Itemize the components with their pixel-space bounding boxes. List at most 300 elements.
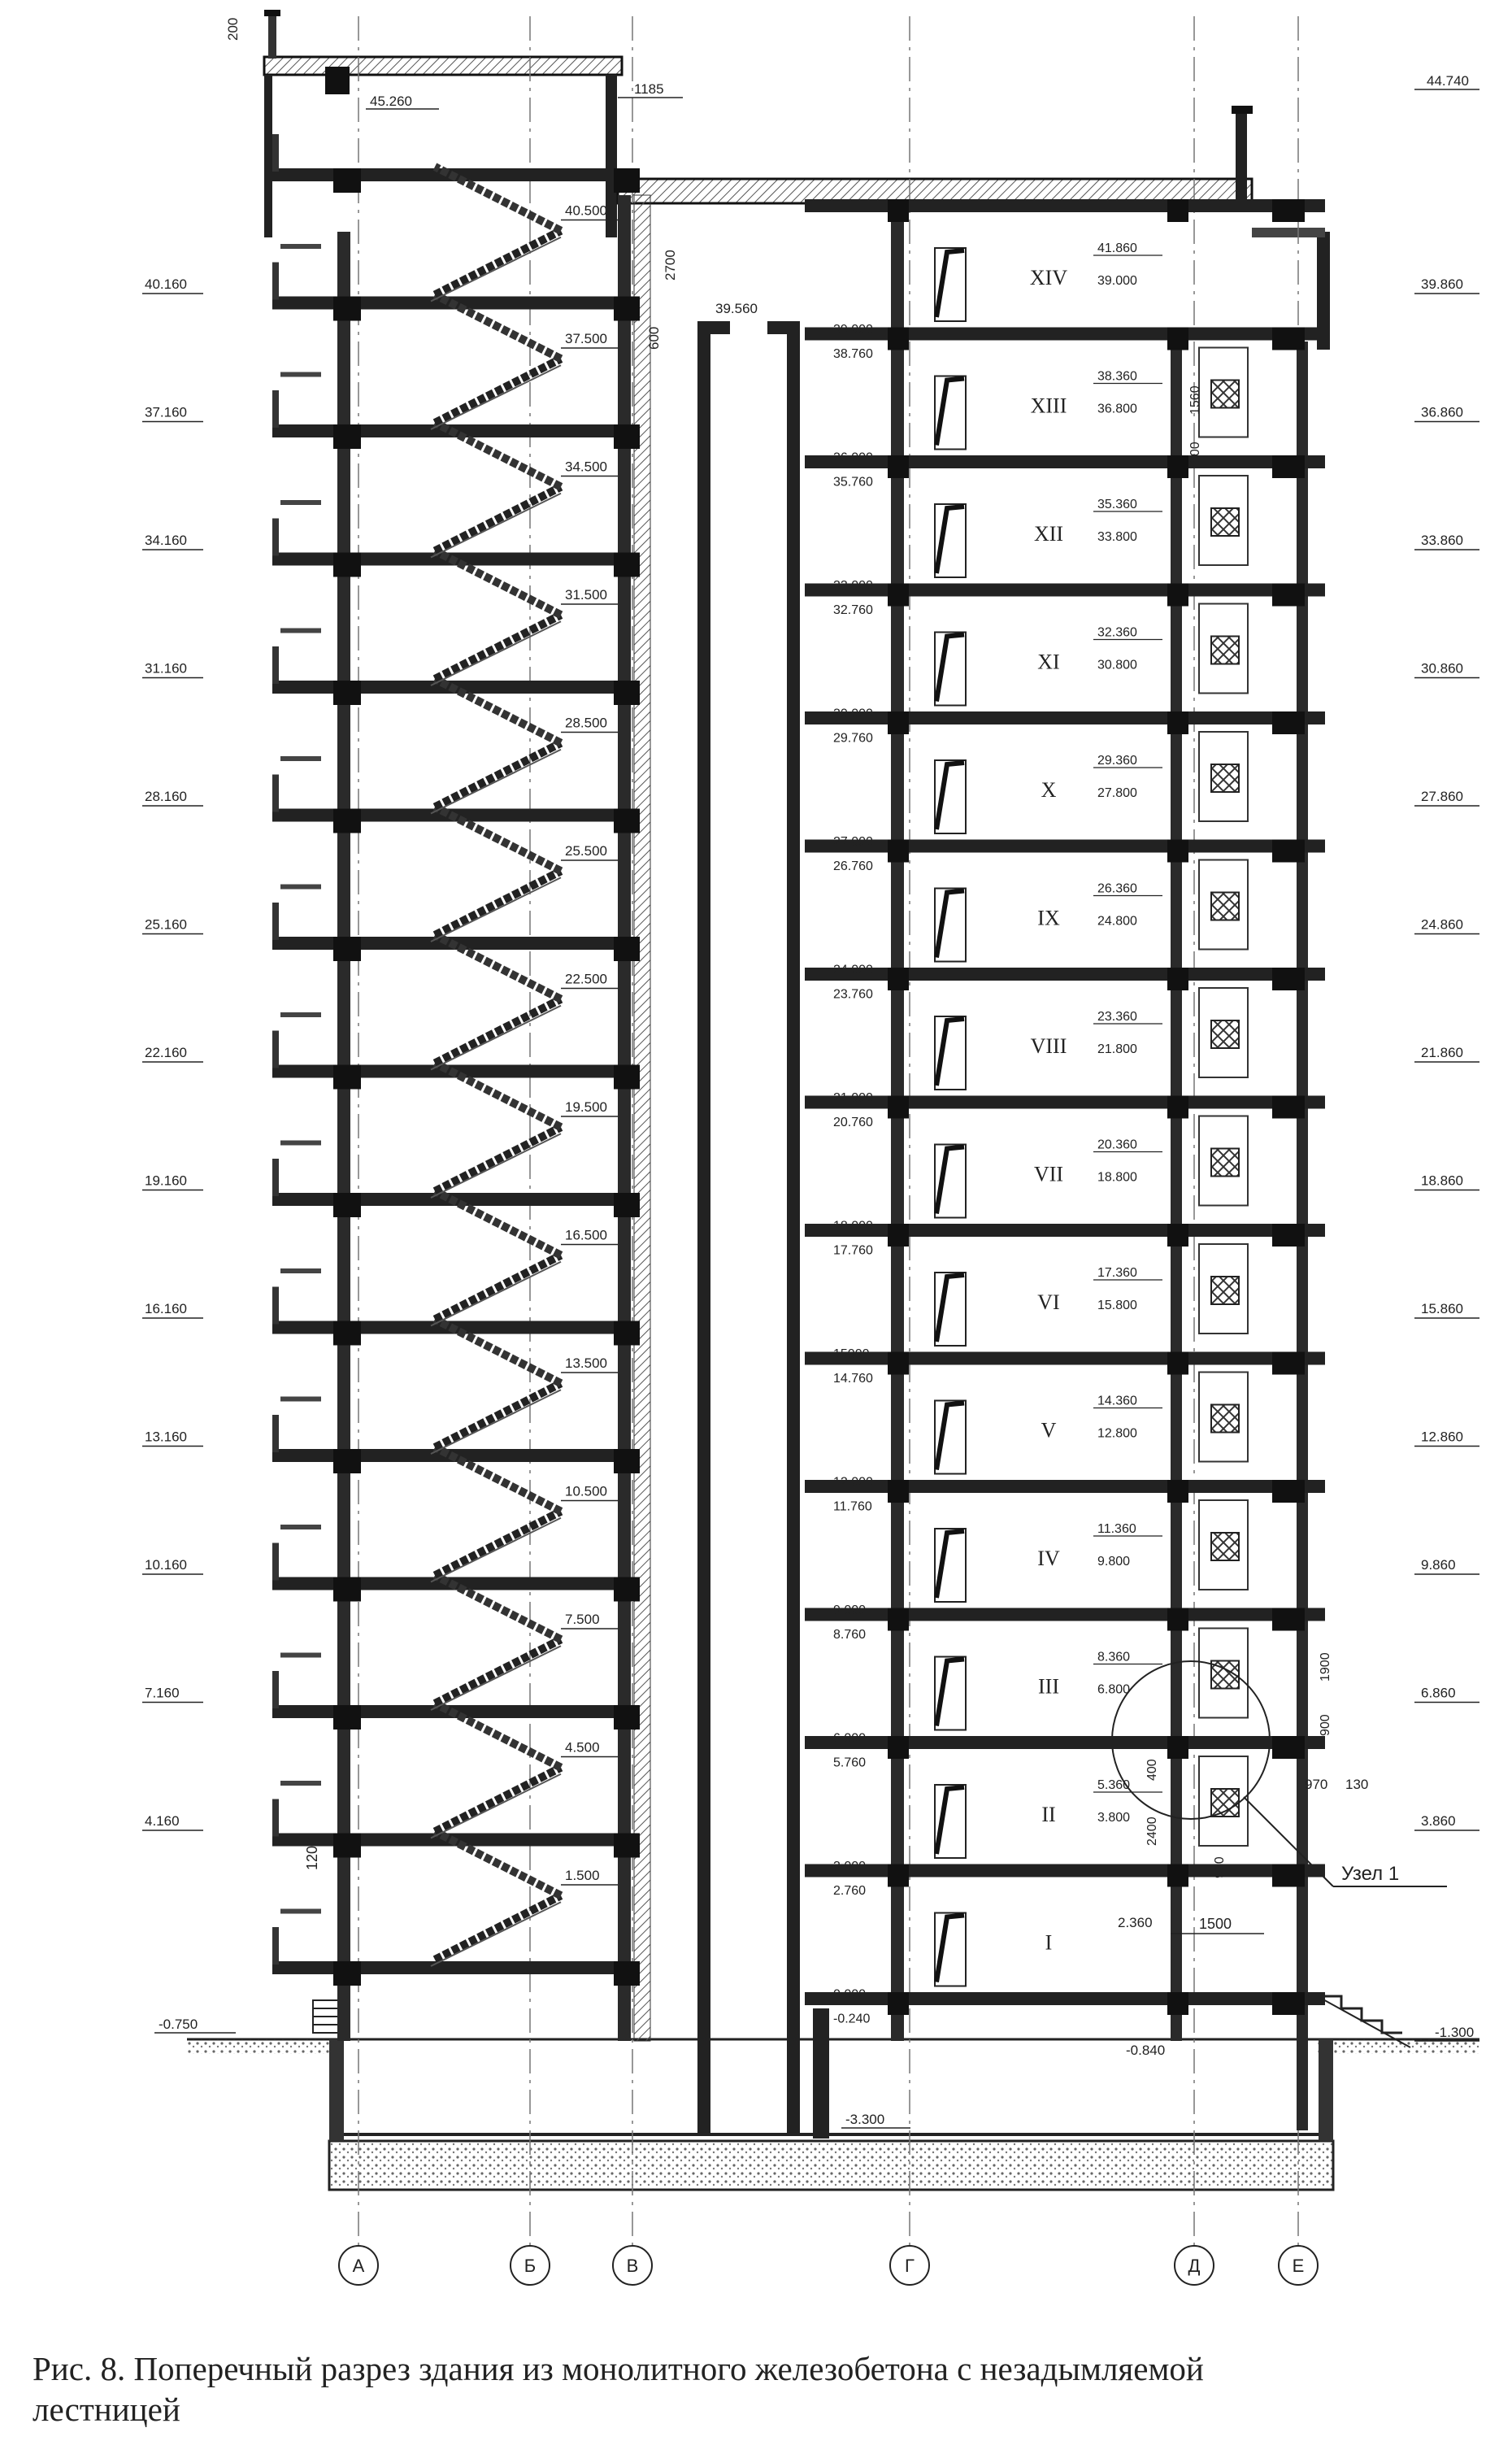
stair-level-label: 13.500 — [565, 1355, 607, 1371]
stair-rail — [431, 1006, 561, 1070]
floor-level-bottom: 38.760 — [833, 347, 873, 361]
stair-level-label: 28.500 — [565, 715, 607, 731]
pit-level: -0.840 — [1126, 2043, 1166, 2058]
floor-slab — [805, 968, 1325, 981]
beam-g — [888, 455, 909, 478]
floor-slab — [805, 1096, 1325, 1109]
stair-flight-up — [435, 1383, 561, 1447]
entry-level: 2.360 — [1118, 1915, 1153, 1930]
dim-970: 970 — [1305, 1777, 1328, 1792]
svg-text:Д: Д — [1188, 2256, 1201, 2276]
floor-slab — [805, 584, 1325, 597]
beam-a — [333, 1449, 361, 1473]
window-level-bottom: 12.800 — [1097, 1426, 1137, 1441]
floor-numeral: I — [1045, 1930, 1053, 1955]
beam-d — [1167, 1224, 1188, 1247]
door-leaf — [936, 250, 964, 317]
svg-text:А: А — [352, 2256, 365, 2276]
window-sill-block — [1211, 1020, 1239, 1048]
window-sill-block — [1211, 1533, 1239, 1560]
stair-rail — [431, 1262, 561, 1326]
floor-level-top: 18.000 — [833, 1219, 873, 1234]
stair-flight-up — [435, 359, 561, 423]
floor-numeral: III — [1038, 1674, 1059, 1699]
floor-level-top: 3.000 — [833, 1860, 867, 1873]
window-level-bottom: 15.800 — [1097, 1299, 1137, 1312]
node-1-label: Узел 1 — [1341, 1863, 1400, 1885]
right-level-label: 12.860 — [1421, 1429, 1463, 1445]
beam-e — [1272, 1352, 1305, 1375]
window-level-top: 17.360 — [1097, 1266, 1137, 1280]
right-level-label: 24.860 — [1421, 916, 1463, 933]
beam-d — [1167, 1352, 1188, 1375]
floor-level-bottom: 29.760 — [833, 731, 873, 746]
floor-level-top: 15000 — [833, 1347, 870, 1361]
left-level-label: 22.160 — [145, 1045, 187, 1060]
beam-v — [614, 553, 640, 577]
window-level-bottom: 24.800 — [1097, 914, 1137, 929]
balcony-rail — [280, 1397, 321, 1402]
balcony-rail — [280, 629, 321, 633]
parapet-dimension: 200 — [225, 17, 241, 41]
window-level-top: 8.360 — [1097, 1650, 1131, 1664]
balcony-upstand — [272, 1671, 279, 1708]
left-level-label: 16.160 — [145, 1301, 187, 1316]
door-leaf — [936, 1916, 964, 1982]
right-level-label: 36.860 — [1421, 404, 1463, 420]
dim-1200: 1200 — [304, 1837, 320, 1870]
window-sill-block — [1211, 508, 1239, 536]
floor-slab — [805, 711, 1325, 724]
stair-flight-up — [435, 231, 561, 295]
beam-e — [1272, 1992, 1305, 2015]
floor-numeral: XII — [1033, 522, 1064, 546]
offset-dimension: 1185 — [634, 81, 664, 97]
balcony-upstand — [272, 519, 279, 556]
floor-slab — [805, 1608, 1325, 1621]
dim-130: 130 — [1345, 1777, 1369, 1792]
beam-a — [333, 168, 361, 193]
balcony-upstand — [272, 1159, 279, 1196]
shaft-top-level: 39.560 — [715, 301, 758, 316]
floor-slab — [805, 328, 1325, 341]
floor-level-bottom: 35.760 — [833, 475, 873, 489]
right-level-label: 3.860 — [1421, 1813, 1456, 1829]
beam-d — [1167, 968, 1188, 990]
beam-a — [333, 1577, 361, 1602]
window-level-top: 35.360 — [1097, 498, 1137, 511]
beam-d — [1167, 1096, 1188, 1119]
balcony-rail — [280, 1781, 321, 1786]
stair-level-label: 31.500 — [565, 587, 607, 603]
axis-marker-d — [1175, 2246, 1214, 2285]
floor-level-bottom: 5.760 — [833, 1756, 867, 1770]
floor-level-bottom: 11.760 — [833, 1499, 872, 1514]
window-level-top: 14.360 — [1097, 1394, 1137, 1408]
beam-a — [333, 937, 361, 961]
left-level-label: 7.160 — [145, 1685, 180, 1701]
structure-dynamic — [142, 16, 1479, 2246]
beam-g — [888, 1096, 909, 1119]
stair-rail — [431, 1390, 561, 1454]
stair-flight-up — [435, 487, 561, 551]
stair-flight-up — [435, 1895, 561, 1960]
beam-g — [888, 1992, 909, 2015]
window-level-bottom: 9.800 — [1097, 1555, 1131, 1569]
right-level-label: 39.860 — [1421, 276, 1463, 292]
beam-e — [1272, 1864, 1305, 1887]
stair-wall-v-insulation — [634, 195, 650, 2041]
window-level-top: 5.360 — [1097, 1778, 1131, 1792]
dim-1500: 1500 — [1199, 1916, 1232, 1932]
floor-level-top: 33.000 — [833, 579, 873, 593]
beam-d — [1167, 1736, 1188, 1759]
stair-rail — [431, 750, 561, 814]
window-level-bottom: 36.800 — [1097, 402, 1137, 416]
right-level-label: 15.860 — [1421, 1301, 1463, 1316]
beam-e — [1272, 1736, 1305, 1759]
roof-right-level: 44.740 — [1427, 73, 1469, 89]
balcony-rail — [280, 244, 321, 249]
beam-e — [1272, 328, 1305, 350]
floor-slab — [805, 455, 1325, 468]
stair-level-label: 7.500 — [565, 1612, 600, 1627]
beam-v — [614, 1577, 640, 1602]
stair-level-label: 1.500 — [565, 1868, 600, 1883]
stair-level-label: 37.500 — [565, 331, 607, 346]
svg-text:В: В — [626, 2256, 639, 2276]
floor-level-top: 9.000 — [833, 1603, 867, 1617]
beam-d — [1167, 1992, 1188, 2015]
figure-caption — [33, 2348, 1488, 2430]
balcony-upstand — [272, 134, 279, 172]
beam-e — [1272, 711, 1305, 734]
left-level-label: 37.160 — [145, 404, 187, 420]
floor-slab — [805, 199, 1325, 212]
beam-v — [614, 681, 640, 705]
stair-level-label: 4.500 — [565, 1739, 600, 1756]
right-level-label: 9.860 — [1421, 1557, 1456, 1573]
window-level-bottom: 30.800 — [1097, 658, 1137, 672]
beam-d — [1167, 1608, 1188, 1631]
beam-a — [333, 1193, 361, 1217]
stair-rail — [431, 494, 561, 558]
balcony-upstand — [272, 646, 279, 684]
stair-level-label: 34.500 — [565, 459, 607, 475]
stair-flight-up — [435, 743, 561, 807]
balcony-rail — [280, 1012, 321, 1017]
balcony-upstand — [272, 1287, 279, 1325]
window-level-bottom: 39.000 — [1097, 274, 1137, 288]
window-level-top: 26.360 — [1097, 881, 1137, 896]
floor-slab — [805, 1352, 1325, 1365]
floor-level-top: 30.000 — [833, 707, 873, 721]
beam-g — [888, 199, 909, 222]
window-sill-block — [1211, 1277, 1239, 1304]
stair-flight-up — [435, 1255, 561, 1320]
window-sill-block — [1211, 637, 1239, 664]
stair-flight-up — [435, 1768, 561, 1832]
basement-level: -3.300 — [845, 2112, 885, 2127]
left-level-label: 10.160 — [145, 1557, 187, 1573]
floor-numeral: XIII — [1030, 394, 1067, 418]
floor-level-top: 24.000 — [833, 963, 873, 977]
beam-a — [333, 809, 361, 833]
floor-level-bottom: 32.760 — [833, 603, 873, 617]
stair-rail — [431, 1646, 561, 1710]
wall-g — [891, 203, 904, 2041]
beam-g — [888, 1224, 909, 1247]
beam-d — [1167, 584, 1188, 607]
floor-numeral: IV — [1037, 1547, 1060, 1570]
beam-v — [614, 809, 640, 833]
floor-level-bottom: 23.760 — [833, 987, 873, 1002]
h2700-dimension: 2700 — [663, 250, 678, 281]
floor-level-top: 12.000 — [833, 1475, 873, 1490]
right-level-label: 18.860 — [1421, 1173, 1463, 1189]
window-level-top: 23.360 — [1097, 1010, 1137, 1024]
stair-rail — [431, 1133, 561, 1198]
beam-g — [888, 584, 909, 607]
left-level-label: 31.160 — [145, 660, 187, 677]
floor-numeral: VI — [1037, 1290, 1060, 1314]
beam-e — [1272, 1480, 1305, 1503]
window-level-bottom: 3.800 — [1097, 1811, 1131, 1825]
floor-numeral: IX — [1037, 906, 1060, 930]
window-sill-block — [1211, 1149, 1239, 1177]
beam-v — [614, 1065, 640, 1090]
balcony-upstand — [272, 1031, 279, 1068]
machine-room-level: 45.260 — [370, 94, 412, 109]
h600-dimension: 600 — [646, 326, 662, 350]
beam-d — [1167, 1864, 1188, 1887]
door-leaf — [936, 1275, 964, 1342]
door-leaf — [936, 1403, 964, 1470]
stair-rail — [431, 1902, 561, 1966]
stair-flight-up — [435, 1639, 561, 1703]
beam-g — [888, 968, 909, 990]
floor-level-top: 36.000 — [833, 450, 873, 465]
door-leaf — [936, 635, 964, 702]
beam-a — [333, 424, 361, 449]
right-level-label: 21.860 — [1421, 1045, 1463, 1060]
beam-d — [1167, 328, 1188, 350]
beam-a — [333, 1834, 361, 1858]
door-leaf — [936, 1531, 964, 1598]
floor-level-top: 39.000 — [833, 323, 873, 337]
beam-g — [888, 328, 909, 350]
floor-level-top: 6.000 — [833, 1731, 867, 1746]
stair-rail — [431, 365, 561, 429]
svg-text:Е: Е — [1292, 2256, 1305, 2276]
dim-400: 400 — [1145, 1759, 1159, 1781]
beam-e — [1272, 840, 1305, 863]
floor-level-bottom: 26.760 — [833, 859, 873, 873]
floor-slab — [805, 1480, 1325, 1493]
beam-d — [1167, 1480, 1188, 1503]
svg-text:Б: Б — [524, 2256, 537, 2276]
window-sill-block — [1211, 381, 1239, 408]
balcony-upstand — [272, 1543, 279, 1581]
stair-rail — [431, 1774, 561, 1838]
balcony-rail — [280, 1525, 321, 1529]
beam-a — [333, 1065, 361, 1090]
window-level-top: 11.360 — [1097, 1522, 1136, 1536]
floor-slab — [805, 1736, 1325, 1749]
window-level-bottom: 27.800 — [1097, 786, 1137, 800]
beam-e — [1272, 1608, 1305, 1631]
floor-slab — [805, 1992, 1325, 2005]
beam-g — [888, 840, 909, 863]
beam-e — [1272, 199, 1305, 222]
balcony-rail — [280, 500, 321, 505]
left-level-label: 28.160 — [145, 789, 187, 804]
axis-marker-g — [890, 2246, 929, 2285]
axis-marker-b — [511, 2246, 550, 2285]
beam-v — [614, 1834, 640, 1858]
stair-level-label: 22.500 — [565, 971, 607, 987]
beam-e — [1272, 584, 1305, 607]
axis-markers — [339, 2246, 1318, 2285]
beam-e — [1272, 1096, 1305, 1119]
beam-g — [888, 1736, 909, 1759]
left-level-label: 40.160 — [145, 276, 187, 292]
floor-numeral: XI — [1037, 650, 1060, 674]
beam-a — [333, 681, 361, 705]
right-level-label: 6.860 — [1421, 1685, 1456, 1701]
balcony-rail — [280, 1141, 321, 1146]
floor-level-bottom: 14.760 — [833, 1372, 873, 1386]
window-sill-block — [1211, 1789, 1239, 1817]
dim-1900: 1900 — [1319, 1652, 1332, 1682]
beam-a — [333, 1961, 361, 1986]
dim-1560: 1560 — [1188, 385, 1202, 415]
window-level-top: 38.360 — [1097, 369, 1137, 384]
caption-line-1: Рис. 8. Поперечный разрез здания из монолитного железобетона с незадымляемой — [33, 2350, 1204, 2387]
beam-a — [333, 1321, 361, 1346]
beam-d — [1167, 455, 1188, 478]
floor-numeral: XIV — [1029, 266, 1068, 289]
floor-level-bottom: 2.760 — [833, 1884, 867, 1898]
left-level-label: 34.160 — [145, 533, 187, 548]
left-level-label: 4.160 — [145, 1813, 180, 1829]
door-leaf — [936, 1019, 964, 1086]
beam-v — [614, 1705, 640, 1730]
stair-flight-up — [435, 1127, 561, 1191]
stair-rail — [431, 237, 561, 302]
door-leaf — [936, 1147, 964, 1214]
beam-v — [614, 1193, 640, 1217]
right-level-label: 30.860 — [1421, 660, 1463, 677]
beam-e — [1272, 1224, 1305, 1247]
floor-numeral: X — [1041, 778, 1057, 802]
door-leaf — [936, 891, 964, 958]
beam-g — [888, 1608, 909, 1631]
stair-rail — [431, 877, 561, 942]
stair-level-label: 16.500 — [565, 1227, 607, 1243]
balcony-upstand — [272, 390, 279, 428]
beam-d — [1167, 199, 1188, 222]
beam-v — [614, 937, 640, 961]
ground-right-level: -1.300 — [1435, 2025, 1475, 2040]
beam-v — [614, 1321, 640, 1346]
beam-v — [614, 1449, 640, 1473]
right-level-label: 33.860 — [1421, 533, 1463, 548]
window-level-bottom: 21.800 — [1097, 1042, 1137, 1056]
door-leaf — [936, 763, 964, 829]
window-sill-block — [1211, 1405, 1239, 1433]
window-level-bottom: 33.800 — [1097, 530, 1137, 544]
balcony-rail — [280, 372, 321, 377]
axis-marker-v — [613, 2246, 652, 2285]
door-leaf — [936, 379, 964, 446]
balcony-upstand — [272, 775, 279, 812]
window-level-top: 41.860 — [1097, 241, 1137, 255]
window-level-bottom: 6.800 — [1097, 1682, 1131, 1697]
window-level-bottom: 18.800 — [1097, 1170, 1137, 1185]
axis-marker-e — [1279, 2246, 1318, 2285]
balcony-upstand — [272, 263, 279, 300]
balcony-upstand — [272, 1799, 279, 1837]
beam-g — [888, 711, 909, 734]
beam-v — [614, 424, 640, 449]
floor-level-bottom: 17.760 — [833, 1243, 873, 1258]
beam-a — [333, 1705, 361, 1730]
caption-line-2: лестницей — [33, 2391, 180, 2428]
stair-flight-up — [435, 999, 561, 1064]
beam-e — [1272, 968, 1305, 990]
door-leaf — [936, 1660, 964, 1726]
floor-numeral: VII — [1033, 1162, 1064, 1186]
window-level-top: 29.360 — [1097, 754, 1137, 768]
beam-v — [614, 1961, 640, 1986]
floor-level-bottom: 20.760 — [833, 1116, 873, 1129]
left-level-label: 25.160 — [145, 916, 187, 933]
floor-level-top: 27.000 — [833, 835, 873, 849]
stair-wall-a — [337, 232, 350, 2041]
window-sill-block — [1211, 893, 1239, 920]
dim-900: 900 — [1319, 1714, 1332, 1736]
balcony-upstand — [272, 1927, 279, 1965]
beam-a — [333, 297, 361, 321]
dim-900b: 900 — [1213, 1856, 1227, 1878]
door-leaf — [936, 1787, 964, 1854]
left-level-label: 19.160 — [145, 1173, 187, 1189]
stair-flight-up — [435, 871, 561, 935]
beam-v — [614, 297, 640, 321]
stair-slab — [272, 1961, 630, 1974]
window-level-top: 20.360 — [1097, 1138, 1137, 1152]
floor-numeral: II — [1041, 1803, 1056, 1826]
balcony-rail — [280, 1909, 321, 1914]
floor-slab — [805, 1224, 1325, 1237]
ground-left-level: -0.750 — [159, 2017, 198, 2032]
stair-level-label: 19.500 — [565, 1099, 607, 1115]
balcony-rail — [280, 756, 321, 761]
beam-a — [333, 553, 361, 577]
stair-flight-up — [435, 615, 561, 679]
balcony-rail — [280, 885, 321, 890]
floor-slab — [805, 840, 1325, 853]
floor-slab — [805, 1864, 1325, 1877]
left-level-label: 13.160 — [145, 1429, 187, 1445]
stair-wall-v — [618, 195, 631, 2041]
dim-800: 800 — [1188, 442, 1202, 463]
stair-flight-up — [435, 1512, 561, 1576]
beam-g — [888, 1480, 909, 1503]
axis-marker-a — [339, 2246, 378, 2285]
stair-level-label: 10.500 — [565, 1483, 607, 1499]
